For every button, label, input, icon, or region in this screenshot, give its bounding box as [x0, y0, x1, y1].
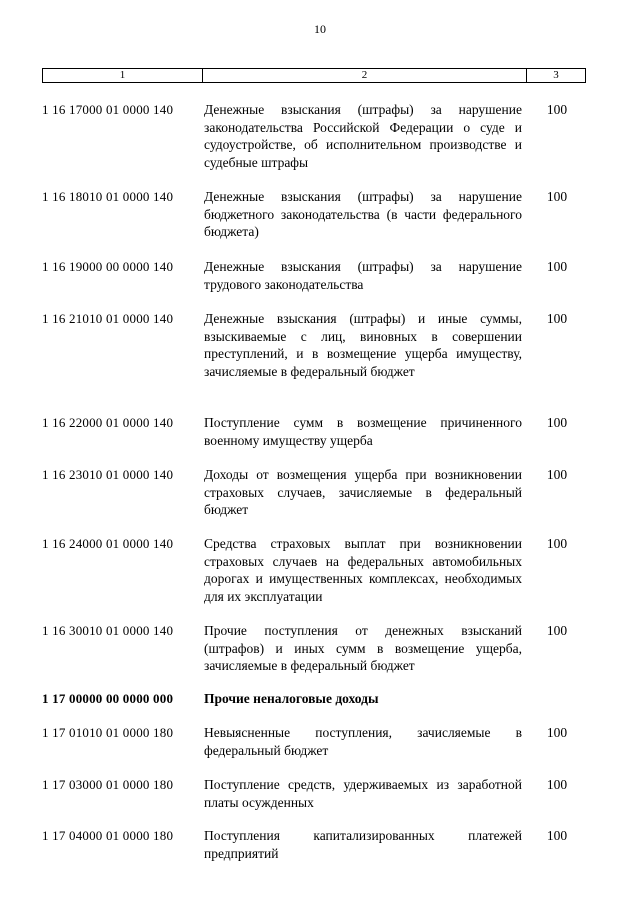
- table-row: [42, 622, 586, 675]
- table-row: [42, 827, 586, 862]
- table-row: [42, 414, 586, 449]
- row-value: 100: [546, 725, 568, 740]
- row-value: 100: [546, 415, 568, 430]
- row-code: 1 16 23010 01 0000 140: [42, 467, 174, 482]
- header-col-2: 2: [203, 69, 527, 82]
- row-value: 100: [546, 828, 568, 843]
- table-row-section: [42, 690, 586, 708]
- row-code: 1 16 30010 01 0000 140: [42, 623, 174, 638]
- section-title: Прочие неналоговые доходы: [204, 691, 379, 706]
- row-description: Денежные взыскания (штрафы) за нарушение бюджетного законодательства (в части федерального бюджета): [204, 189, 522, 239]
- table-row: [42, 310, 586, 380]
- row-description: Средства страховых выплат при возникновении страховых случаев на федеральных автомобильных дорогах и имущественных комплексах, необходимых для их эксплуатации: [204, 536, 522, 604]
- row-code: 1 16 19000 00 0000 140: [42, 259, 174, 274]
- table-row: [42, 466, 586, 519]
- table-header: [42, 68, 586, 83]
- row-value: 100: [546, 102, 568, 117]
- row-code: 1 16 17000 01 0000 140: [42, 102, 174, 117]
- row-code: 1 16 22000 01 0000 140: [42, 415, 174, 430]
- row-description: Поступление средств, удерживаемых из заработной платы осужденных: [204, 777, 522, 810]
- table-row: [42, 101, 586, 171]
- row-code: 1 17 01010 01 0000 180: [42, 725, 174, 740]
- table-row: [42, 258, 586, 293]
- row-code: 1 16 21010 01 0000 140: [42, 311, 174, 326]
- row-code: 1 17 03000 01 0000 180: [42, 777, 174, 792]
- row-value: 100: [546, 467, 568, 482]
- header-col-3: 3: [553, 69, 559, 81]
- section-code: 1 17 00000 00 0000 000: [42, 691, 174, 706]
- header-col-1: 1: [43, 69, 203, 82]
- row-code: 1 16 18010 01 0000 140: [42, 189, 174, 204]
- row-value: 100: [546, 189, 568, 204]
- row-value: 100: [546, 623, 568, 638]
- table-row: [42, 535, 586, 605]
- row-description: Невыясненные поступления, зачисляемые в федеральный бюджет: [204, 725, 522, 758]
- row-description: Прочие поступления от денежных взысканий (штрафов) и иных сумм в возмещение ущерба, зачисляемые в федеральный бюджет: [204, 623, 522, 673]
- row-description: Денежные взыскания (штрафы) за нарушение трудового законодательства: [204, 259, 522, 292]
- row-description: Денежные взыскания (штрафы) за нарушение законодательства Российской Федерации о суде и судоустройстве, об исполнительном производстве и судебные штрафы: [204, 102, 522, 170]
- row-description: Денежные взыскания (штрафы) и иные суммы, взыскиваемые с лиц, виновных в совершении преступлений, и в возмещение ущерба имуществу, зачисляемые в федеральный бюджет: [204, 311, 522, 379]
- row-value: 100: [546, 259, 568, 274]
- row-value: 100: [546, 777, 568, 792]
- row-description: Поступление сумм в возмещение причиненного военному имуществу ущерба: [204, 415, 522, 448]
- table-row: [42, 776, 586, 811]
- row-description: Доходы от возмещения ущерба при возникновении страховых случаев, зачисляемые в федеральный бюджет: [204, 467, 522, 517]
- page-number: 10: [314, 22, 326, 36]
- row-value: [522, 690, 586, 708]
- row-value: 100: [546, 311, 568, 326]
- row-code: 1 16 24000 01 0000 140: [42, 536, 174, 551]
- table-row: [42, 188, 586, 241]
- table-row: [42, 724, 586, 759]
- row-value: 100: [546, 536, 568, 551]
- row-description: Поступления капитализированных платежей предприятий: [204, 828, 522, 861]
- row-code: 1 17 04000 01 0000 180: [42, 828, 174, 843]
